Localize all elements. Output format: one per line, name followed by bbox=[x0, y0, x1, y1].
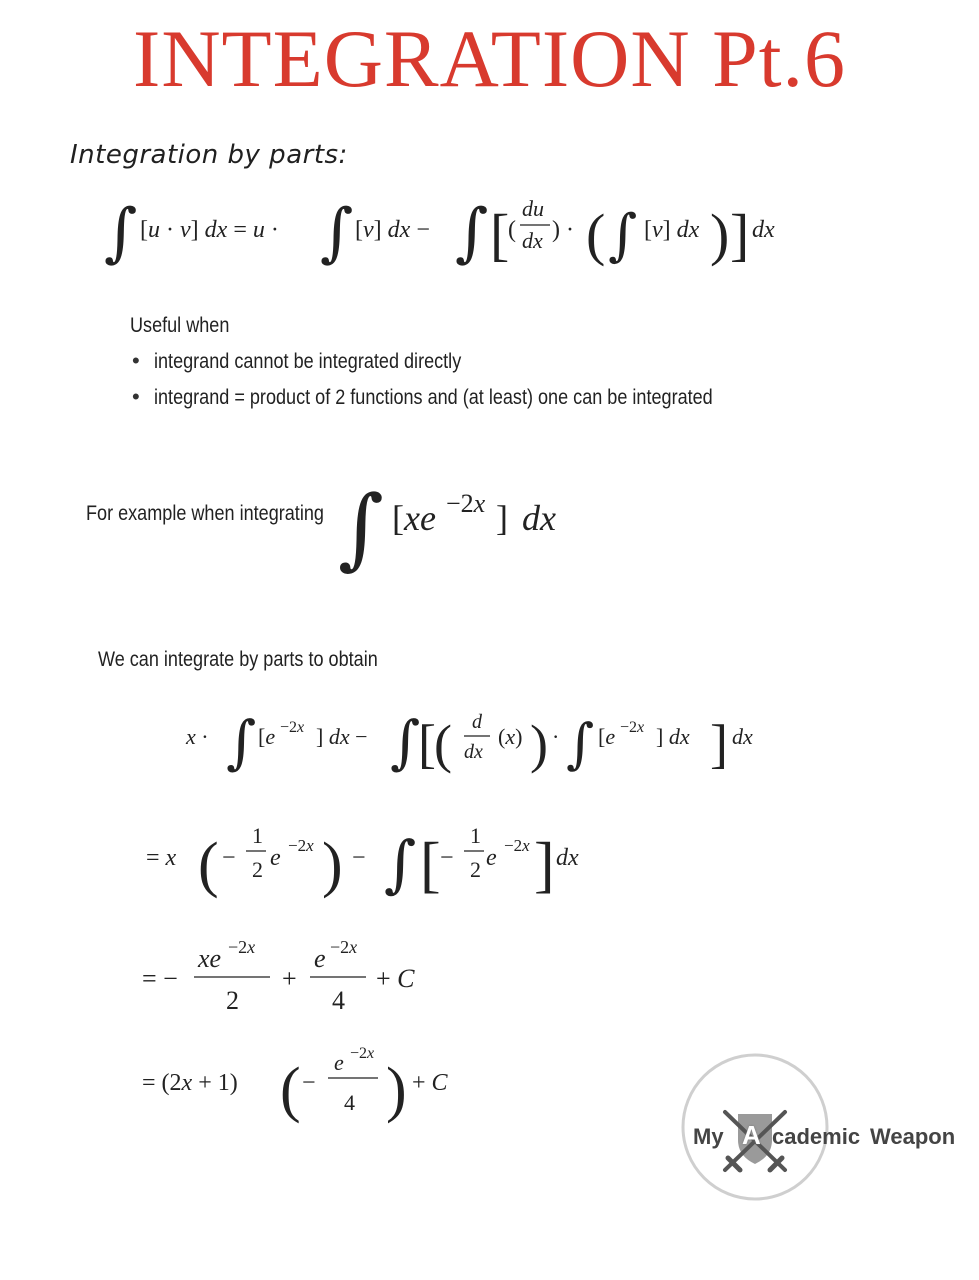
svg-text:∫: ∫ bbox=[320, 196, 354, 270]
page-title: INTEGRATION Pt.6 bbox=[133, 13, 846, 104]
svg-text:(: ( bbox=[508, 217, 516, 243]
svg-text:]: ] bbox=[730, 202, 750, 267]
svg-text:−: − bbox=[352, 845, 366, 871]
svg-text:−2x: −2x bbox=[330, 937, 358, 957]
svg-text:]: ] bbox=[710, 714, 728, 774]
svg-text:): ) bbox=[322, 831, 343, 899]
obtain-label: We can integrate by parts to obtain bbox=[98, 648, 378, 671]
svg-text:[u · v] dx = u ·: [u · v] dx = u · bbox=[140, 217, 279, 243]
svg-text:∫: ∫ bbox=[390, 708, 421, 776]
svg-text:−: − bbox=[222, 845, 236, 871]
svg-text:∫: ∫ bbox=[384, 827, 417, 900]
svg-text:+: + bbox=[282, 964, 297, 993]
svg-text:dx: dx bbox=[556, 845, 579, 871]
svg-text:∫: ∫ bbox=[455, 196, 489, 270]
svg-text:= (2x + 1): = (2x + 1) bbox=[142, 1070, 238, 1096]
example-integral bbox=[336, 470, 596, 580]
logo-word-cademic: cademic bbox=[772, 1124, 861, 1149]
step-2 bbox=[140, 815, 620, 905]
step-4 bbox=[140, 1040, 480, 1130]
example-label: For example when integrating bbox=[86, 502, 324, 525]
svg-text:): ) bbox=[530, 714, 548, 774]
svg-text:[: [ bbox=[418, 714, 436, 774]
logo-letter-a: A bbox=[742, 1120, 761, 1150]
svg-text:[v] dx −: [v] dx − bbox=[355, 217, 430, 243]
svg-text:−2x: −2x bbox=[280, 719, 305, 736]
section-heading: Integration by parts: bbox=[70, 140, 348, 170]
svg-text:(: ( bbox=[198, 831, 219, 899]
svg-text:dx: dx bbox=[752, 217, 775, 243]
svg-text:e: e bbox=[486, 845, 497, 871]
svg-text:∫: ∫ bbox=[608, 203, 638, 268]
svg-text:[e: [e bbox=[598, 724, 616, 749]
bullet-dot: • bbox=[132, 384, 140, 409]
svg-text:= −: = − bbox=[142, 964, 178, 993]
svg-text:]: ] bbox=[496, 498, 508, 538]
svg-text:·: · bbox=[552, 724, 560, 749]
svg-text:∫: ∫ bbox=[566, 712, 595, 775]
svg-text:= x: = x bbox=[146, 845, 177, 871]
svg-text:[v] dx: [v] dx bbox=[644, 217, 700, 243]
svg-text:∫: ∫ bbox=[104, 196, 138, 270]
logo-word-my: My bbox=[693, 1124, 724, 1149]
logo-word-weapon: Weapon bbox=[870, 1124, 956, 1149]
svg-text:[: [ bbox=[420, 831, 441, 899]
svg-text:+ C: + C bbox=[376, 964, 415, 993]
svg-text:e: e bbox=[270, 845, 281, 871]
svg-text:−2x: −2x bbox=[228, 937, 256, 957]
svg-text:x ·: x · bbox=[186, 724, 209, 749]
svg-text:−2x: −2x bbox=[446, 489, 486, 518]
svg-text:−: − bbox=[440, 845, 454, 871]
step-3 bbox=[140, 935, 460, 1025]
svg-text:xe: xe bbox=[198, 944, 222, 973]
svg-text:∫: ∫ bbox=[226, 708, 257, 776]
svg-text:]: ] bbox=[534, 831, 555, 899]
useful-when-heading: Useful when bbox=[130, 314, 230, 337]
svg-text:−2x: −2x bbox=[288, 836, 314, 855]
svg-text:(: ( bbox=[434, 714, 452, 774]
svg-text:+ C: + C bbox=[412, 1070, 448, 1096]
svg-text:dx: dx bbox=[464, 741, 483, 763]
svg-text:d: d bbox=[472, 711, 482, 733]
svg-text:[e: [e bbox=[258, 724, 276, 749]
useful-item: integrand = product of 2 functions and (at least) one can be integrated bbox=[154, 386, 713, 409]
svg-text:2: 2 bbox=[226, 986, 239, 1015]
svg-text:−2x: −2x bbox=[504, 836, 530, 855]
svg-text:4: 4 bbox=[332, 986, 345, 1015]
svg-text:−2x: −2x bbox=[350, 1045, 375, 1062]
svg-text:∫: ∫ bbox=[338, 476, 384, 579]
svg-text:2: 2 bbox=[252, 857, 263, 882]
step-1 bbox=[180, 700, 780, 780]
integration-by-parts-formula bbox=[100, 188, 800, 278]
svg-text:): ) bbox=[710, 202, 730, 267]
svg-text:e: e bbox=[334, 1050, 344, 1075]
svg-text:1: 1 bbox=[470, 823, 481, 848]
svg-text:−2x: −2x bbox=[620, 719, 645, 736]
svg-text:dx: dx bbox=[732, 724, 753, 749]
svg-text:): ) bbox=[386, 1056, 407, 1124]
svg-text:1: 1 bbox=[252, 823, 263, 848]
svg-text:dx: dx bbox=[522, 228, 543, 253]
svg-text:e: e bbox=[314, 944, 326, 973]
useful-item: integrand cannot be integrated directly bbox=[154, 350, 462, 373]
svg-text:(x): (x) bbox=[498, 724, 523, 749]
svg-text:(: ( bbox=[280, 1056, 301, 1124]
svg-text:(: ( bbox=[586, 202, 606, 267]
svg-text:dx: dx bbox=[522, 498, 556, 538]
svg-text:4: 4 bbox=[344, 1090, 355, 1115]
svg-text:[xe: [xe bbox=[392, 498, 436, 538]
svg-text:] dx: ] dx bbox=[656, 724, 690, 749]
svg-text:du: du bbox=[522, 196, 544, 221]
svg-text:[: [ bbox=[490, 202, 510, 267]
bullet-dot: • bbox=[132, 348, 140, 373]
svg-text:2: 2 bbox=[470, 857, 481, 882]
svg-text:−: − bbox=[302, 1070, 316, 1096]
svg-text:) ·: ) · bbox=[552, 217, 574, 243]
svg-text:] dx −: ] dx − bbox=[316, 724, 368, 749]
